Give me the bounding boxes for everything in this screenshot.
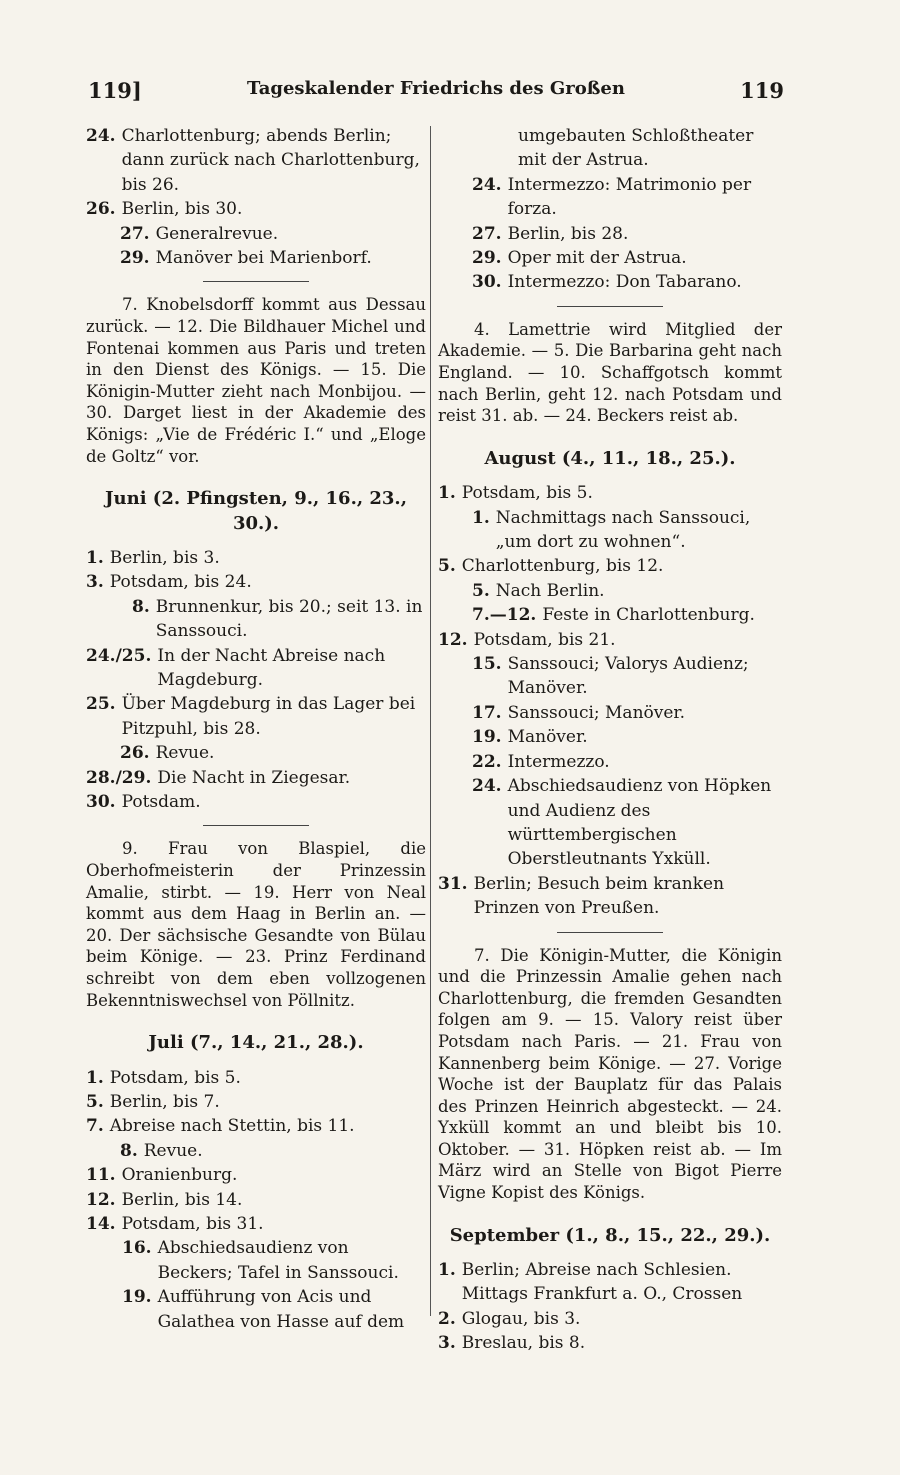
entry-text: Berlin; Abreise nach Schlesien. Mittags Frankfurt a. O., Crossen (461, 1260, 743, 1305)
entry-date: 31. (438, 873, 468, 894)
entry-date: 1. (86, 1067, 104, 1088)
calendar-entry (86, 1236, 426, 1285)
calendar-entry (86, 1163, 426, 1187)
calendar-entry (86, 1285, 426, 1334)
calendar-entry (86, 246, 426, 270)
entry-text: Intermezzo: Don Tabarano. (507, 272, 742, 293)
calendar-entry (438, 222, 782, 246)
month-note: 7. Knobelsdorff kommt aus Dessau zurück. — 12. Die Bildhauer Michel und Fontenai kommen aus Paris und treten in den Dienst des Königs. — 15. Die Königin-Mutter zieht nach Monbijou. — 30. Darget liest in der Akademie des Königs: „Vie de Frédéric I.“ und „Eloge de Goltz“ vor. (86, 295, 426, 466)
entry-date: 19. (472, 727, 502, 748)
column-divider (430, 126, 431, 1316)
entry-date: 1. (438, 483, 456, 504)
calendar-entry (86, 1212, 426, 1236)
entry-date: 1. (86, 548, 104, 568)
entry-date: 5. (438, 556, 456, 577)
entry-text: Nach Berlin. (495, 580, 605, 601)
entry-date: 24./25. (86, 645, 152, 666)
entry-text: Berlin, bis 7. (109, 1092, 220, 1113)
calendar-entry (438, 554, 782, 578)
entry-date: 1. (472, 507, 490, 528)
calendar-entry (438, 701, 782, 725)
entry-text: Die Nacht in Ziegesar. (157, 767, 351, 788)
entry-date: 24. (472, 776, 502, 797)
calendar-entry (86, 692, 426, 741)
calendar-entry (86, 1090, 426, 1114)
calendar-entry (438, 579, 782, 603)
month-heading-september: September (1., 8., 15., 22., 29.). (449, 1224, 771, 1246)
calendar-entry (86, 570, 426, 594)
entry-date: 17. (472, 702, 502, 723)
calendar-entry (438, 1258, 782, 1307)
entry-text: Generalrevue. (155, 223, 279, 244)
entry-text: Charlottenburg, bis 12. (461, 556, 664, 577)
entry-date: 24. (472, 174, 502, 195)
section-divider (203, 281, 309, 282)
entry-date: 16. (122, 1238, 152, 1259)
entry-text: Berlin, bis 28. (507, 223, 629, 244)
entry-text: Glogau, bis 3. (461, 1308, 581, 1329)
calendar-entry (438, 628, 782, 652)
left-column (86, 124, 426, 1334)
entry-date: 26. (86, 199, 116, 220)
entry-date: 3. (86, 572, 104, 593)
entry-text: Potsdam, bis 5. (461, 483, 593, 504)
entry-date: 15. (472, 654, 502, 675)
entry-text: Potsdam. (121, 792, 201, 813)
calendar-entry (438, 603, 782, 627)
page-number-bracket: 119] (88, 78, 142, 103)
entry-text: Abreise nach Stettin, bis 11. (109, 1116, 355, 1137)
entry-date: 29. (472, 248, 502, 269)
section-divider (203, 825, 309, 826)
running-header (88, 76, 784, 108)
entry-text: Über Magdeburg in das Lager bei Pitzpuhl, bis 28. (121, 694, 416, 739)
calendar-entry (86, 1188, 426, 1212)
entry-date: 12. (438, 629, 468, 650)
calendar-entry (438, 1307, 782, 1331)
calendar-entry (438, 246, 782, 270)
month-heading-august: August (4., 11., 18., 25.). (484, 447, 736, 469)
entry-text: Sanssouci; Manöver. (507, 702, 686, 723)
entry-text: Intermezzo. (507, 751, 610, 772)
entry-date: 1. (438, 1260, 456, 1281)
section-divider (557, 932, 663, 933)
entry-text: Nachmittags nach Sanssouci, „um dort zu wohnen“. (495, 507, 751, 553)
entry-text: Revue. (155, 743, 215, 764)
calendar-entry (86, 1139, 426, 1163)
calendar-entry (86, 222, 426, 246)
section-divider (557, 306, 663, 307)
entry-text: Abschiedsaudienz von Höpken und Audienz des württembergischen Oberstleutnants Yxküll. (507, 776, 772, 870)
entry-text: Potsdam, bis 5. (109, 1067, 241, 1088)
calendar-entry (438, 173, 782, 222)
calendar-entry (86, 197, 426, 221)
calendar-entry (86, 1066, 426, 1090)
calendar-entry (438, 506, 782, 555)
page-number: 119 (740, 78, 784, 103)
entry-text: Potsdam, bis 21. (473, 629, 616, 650)
entry-text: Feste in Charlottenburg. (542, 605, 755, 626)
month-note: 7. Die Königin-Mutter, die Königin und die Prinzessin Amalie gehen nach Charlottenburg, die fremden Gesandten folgen am 9. — 15. Valory reist über Potsdam nach Paris. — 21. Frau von Kannenberg beim Könige. — 27. Vorige Woche ist der Bauplatz für das Palais des Prinzen Heinrich abgesteckt. — 24. Yxküll kommt an und bleibt bis 10. Oktober. — 31. Höpken reist ab. — Im März wird an Stelle von Bigot Pierre Vigne Kopist des Königs. (438, 945, 782, 1203)
calendar-entry (86, 644, 426, 693)
entry-text: Berlin, bis 30. (121, 199, 243, 220)
entry-date: 3. (438, 1333, 456, 1354)
entry-text: Abschiedsaudienz von Beckers; Tafel in Sanssouci. (157, 1238, 399, 1283)
entry-text: Berlin, bis 3. (109, 548, 220, 568)
calendar-entry (438, 725, 782, 749)
entry-date: 5. (86, 1092, 104, 1113)
calendar-entry (438, 481, 782, 505)
entry-date: 11. (86, 1165, 116, 1186)
entry-text: Revue. (143, 1140, 203, 1161)
entry-text: Oranienburg. (121, 1165, 238, 1186)
entry-text: Charlottenburg; abends Berlin; dann zurück nach Charlottenburg, bis 26. (121, 126, 420, 195)
entry-date: 8. (120, 1140, 138, 1161)
entry-text: Brunnenkur, bis 20.; seit 13. in Sanssouci. (155, 596, 423, 642)
right-column (438, 124, 782, 1356)
entry-text: Potsdam, bis 24. (109, 572, 252, 593)
entry-text: Manöver bei Marienborf. (155, 248, 372, 269)
entry-text: In der Nacht Abreise nach Magdeburg. (157, 645, 386, 691)
entry-date: 14. (86, 1214, 116, 1235)
month-note: 4. Lamettrie wird Mitglied der Akademie. — 5. Die Barbarina geht nach England. — 10. Schaffgotsch kommt nach Berlin, geht 12. nach Potsdam und reist 31. ab. — 24. Beckers reist ab. (438, 319, 782, 426)
calendar-entry (438, 774, 782, 872)
entry-text: Manöver. (507, 727, 588, 748)
entry-date: 30. (86, 792, 116, 813)
entry-text: Oper mit der Astrua. (507, 248, 687, 269)
entry-date: 30. (472, 272, 502, 293)
entry-date: 29. (120, 248, 150, 269)
entry-text: Berlin; Besuch beim kranken Prinzen von Preußen. (473, 873, 725, 919)
calendar-entry (86, 766, 426, 790)
entry-date: 27. (472, 223, 502, 244)
entry-text: Berlin, bis 14. (121, 1189, 243, 1210)
calendar-entry (438, 270, 782, 294)
entry-date: 27. (120, 223, 150, 244)
entry-date: 24. (86, 126, 116, 146)
entry-date: 7. (86, 1116, 104, 1137)
entry-text: Potsdam, bis 31. (121, 1214, 264, 1235)
running-title: Tageskalender Friedrichs des Großen (247, 78, 625, 99)
calendar-entry (438, 750, 782, 774)
entry-date: 7.—12. (472, 605, 537, 626)
calendar-entry (86, 790, 426, 814)
month-heading-june: Juni (2. Pfingsten, 9., 16., 23., 30.). (105, 488, 407, 534)
entry-date: 5. (472, 580, 490, 601)
entry-date: 2. (438, 1308, 456, 1329)
calendar-entry (86, 546, 426, 570)
calendar-entry (438, 652, 782, 701)
entry-date: 22. (472, 751, 502, 772)
entry-continuation: umgebauten Schloßtheater mit der Astrua. (518, 126, 754, 171)
entry-text: Sanssouci; Valorys Audienz; Manöver. (507, 654, 749, 699)
entry-date: 8. (132, 596, 150, 617)
entry-date: 25. (86, 694, 116, 715)
entry-date: 26. (120, 743, 150, 764)
calendar-entry (86, 1114, 426, 1138)
calendar-entry (86, 595, 426, 644)
entry-date: 28./29. (86, 767, 152, 788)
entry-date: 12. (86, 1189, 116, 1210)
entry-text: Intermezzo: Matrimonio per forza. (507, 174, 752, 220)
calendar-entry (438, 1331, 782, 1355)
month-heading-july: Juli (7., 14., 21., 28.). (148, 1032, 364, 1054)
entry-text: Breslau, bis 8. (461, 1333, 586, 1354)
entry-text: Aufführung von Acis und Galathea von Hasse auf dem (157, 1287, 405, 1332)
calendar-entry (438, 872, 782, 921)
calendar-entry (86, 741, 426, 765)
month-note: 9. Frau von Blaspiel, die Oberhofmeisterin der Prinzessin Amalie, stirbt. — 19. Herr von Neal kommt aus dem Haag in Berlin an. — 20. Der sächsische Gesandte von Bülau beim Könige. — 23. Prinz Ferdinand schreibt von dem eben vollzogenen Bekenntniswechsel von Pöllnitz. (86, 839, 426, 1010)
entry-date: 19. (122, 1287, 152, 1308)
calendar-entry (86, 124, 426, 197)
